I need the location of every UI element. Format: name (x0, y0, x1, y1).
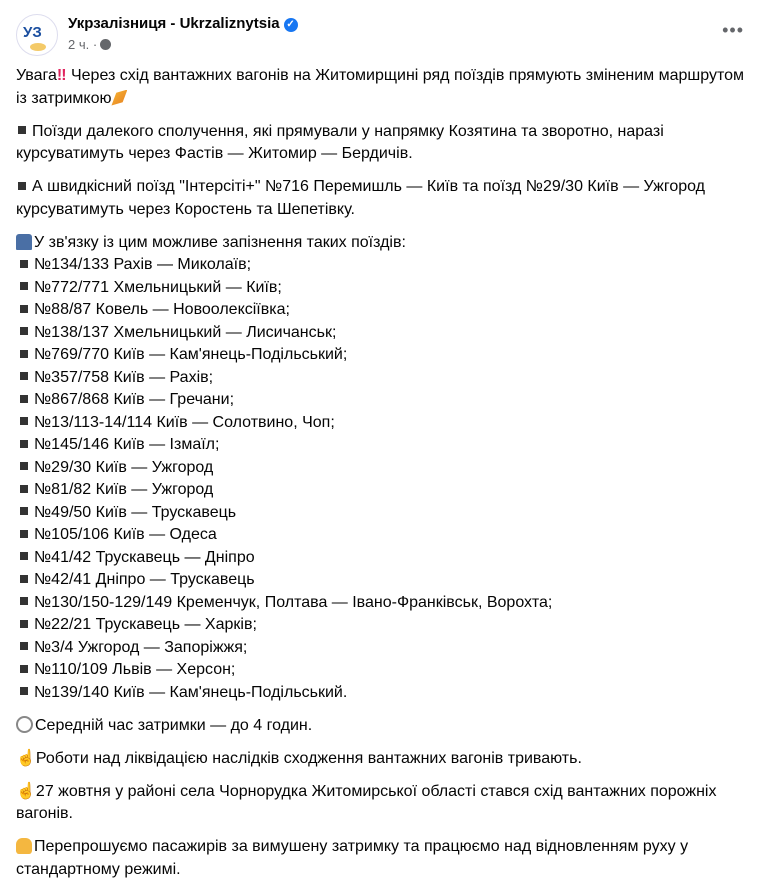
train-list-item (16, 592, 746, 615)
post-body (16, 65, 746, 892)
square-bullet-icon (20, 350, 28, 358)
page-avatar[interactable] (16, 14, 58, 56)
text: У зв'язку із цим можливе запізнення таких поїздів: (34, 233, 406, 251)
train-list-item (16, 254, 746, 277)
train-list-item (16, 344, 746, 367)
train-text: №22/21 Трускавець — Харків; (34, 616, 257, 633)
square-bullet-icon (20, 440, 28, 448)
square-bullet-icon (20, 642, 28, 650)
train-list-item (16, 412, 746, 435)
train-list-item (16, 277, 746, 300)
square-bullet-icon (20, 462, 28, 470)
train-list-item (16, 614, 746, 637)
text: Роботи над ліквідацією наслідків сходження вантажних вагонів тривають. (35, 749, 582, 767)
square-bullet-icon (20, 485, 28, 493)
uz-logo-icon (17, 15, 57, 55)
train-text: №769/770 Київ — Кам'янець-Подільський; (34, 346, 348, 363)
train-list-item (16, 322, 746, 345)
train-text: №41/42 Трускавець — Дніпро (34, 548, 255, 566)
square-bullet-icon (20, 575, 28, 583)
train-list-item (16, 367, 746, 390)
text: А швидкісний поїзд "Інтерсіті+" №716 Перемишль — Київ та поїзд №29/30 Київ — Ужгород курсуватимуть через Коростень та Шепетівку. (16, 178, 706, 218)
paragraph-avg-delay (16, 715, 746, 738)
square-bullet-icon (20, 327, 28, 335)
train-list (16, 254, 746, 704)
text: Через схід вантажних вагонів на Житомирщині ряд поїздів прямують зміненим маршрутом із затримкою (16, 67, 745, 107)
train-list-item (16, 524, 746, 547)
train-list-item (16, 299, 746, 322)
square-bullet-icon (18, 182, 26, 190)
text: Увага (16, 67, 57, 84)
train-text: №49/50 Київ — Трускавець (34, 503, 237, 521)
megaphone-icon (111, 90, 127, 106)
square-bullet-icon (20, 620, 28, 628)
square-bullet-icon (20, 665, 28, 673)
train-text: №105/106 Київ — Одеса (34, 526, 217, 543)
more-options-button[interactable]: ••• (722, 20, 744, 40)
raising-hands-icon (16, 838, 32, 854)
square-bullet-icon (18, 126, 26, 134)
square-bullet-icon (20, 372, 28, 380)
pointing-up-icon: ☝ (16, 749, 36, 767)
post-time[interactable]: 2 ч. (68, 37, 90, 52)
train-text: №145/146 Київ — Ізмаїл; (34, 436, 220, 453)
text: Поїзди далекого сполучення, які прямували у напрямку Козятина та зворотно, наразі курсуватимуть через Фастів — Житомир — Бердичів. (16, 122, 664, 162)
train-list-item (16, 434, 746, 457)
train-list-item (16, 502, 746, 525)
page-name[interactable]: Укрзалізниця - Ukrzaliznytsia (68, 15, 280, 32)
train-text: №867/868 Київ — Гречани; (34, 391, 235, 408)
logo-emblem (30, 43, 46, 51)
square-bullet-icon (20, 282, 28, 290)
separator: · (92, 37, 98, 52)
train-list-item (16, 659, 746, 682)
paragraph-intercity (16, 176, 746, 221)
square-bullet-icon (20, 552, 28, 560)
train-text: №772/771 Хмельницький — Київ; (34, 278, 282, 296)
train-list-item (16, 479, 746, 502)
square-bullet-icon (20, 687, 28, 695)
text: Середній час затримки — до 4 годин. (35, 716, 313, 734)
paragraph-incident (16, 781, 746, 826)
train-text: №357/758 Київ — Рахів; (34, 368, 214, 386)
train-icon (16, 234, 32, 250)
square-bullet-icon (20, 507, 28, 515)
train-list-item (16, 637, 746, 660)
train-text: №81/82 Київ — Ужгород (34, 481, 214, 498)
square-bullet-icon (20, 417, 28, 425)
verified-badge-icon: ✓ (284, 18, 298, 32)
text: Перепрошуємо пасажирів за вимушену затримку та працюємо над відновленням руху у стандартному режимі. (16, 838, 689, 878)
train-text: №110/109 Львів — Херсон; (34, 661, 236, 678)
pointing-up-icon: ☝ (16, 782, 36, 800)
train-text: №42/41 Дніпро — Трускавець (34, 571, 255, 588)
square-bullet-icon (20, 395, 28, 403)
train-text: №139/140 Київ — Кам'янець-Подільський. (34, 683, 348, 701)
train-list-item (16, 547, 746, 570)
train-text: №29/30 Київ — Ужгород (34, 458, 214, 476)
post-meta (68, 37, 111, 52)
square-bullet-icon (20, 260, 28, 268)
page-name-link[interactable] (68, 15, 298, 32)
train-list-item (16, 682, 746, 705)
paragraph-delays (16, 232, 746, 705)
paragraph-apology (16, 836, 746, 881)
post-header (16, 12, 744, 56)
double-exclamation-icon: ‼ (56, 67, 67, 84)
train-list-item (16, 457, 746, 480)
globe-icon (100, 39, 111, 50)
paragraph-long-distance (16, 121, 746, 166)
train-text: №3/4 Ужгород — Запоріжжя; (34, 638, 248, 656)
train-text: №134/133 Рахів — Миколаїв; (34, 256, 252, 273)
text: 27 жовтня у районі села Чорнорудка Житомирської області стався схід вантажних порожніх вагонів. (16, 782, 717, 822)
square-bullet-icon (20, 530, 28, 538)
paragraph-works (16, 748, 746, 771)
train-text: №138/137 Хмельницький — Лисичанськ; (34, 323, 337, 341)
train-text: №88/87 Ковель — Новоолексіївка; (34, 301, 290, 318)
train-text: №130/150-129/149 Кременчук, Полтава — Івано-Франківськ, Ворохта; (34, 593, 553, 611)
paragraph-alert (16, 65, 746, 110)
square-bullet-icon (20, 305, 28, 313)
logo-text: УЗ (23, 24, 42, 41)
stopwatch-icon (16, 716, 33, 733)
train-list-item (16, 569, 746, 592)
square-bullet-icon (20, 597, 28, 605)
train-text: №13/113-14/114 Київ — Солотвино, Чоп; (34, 413, 335, 431)
train-list-item (16, 389, 746, 412)
